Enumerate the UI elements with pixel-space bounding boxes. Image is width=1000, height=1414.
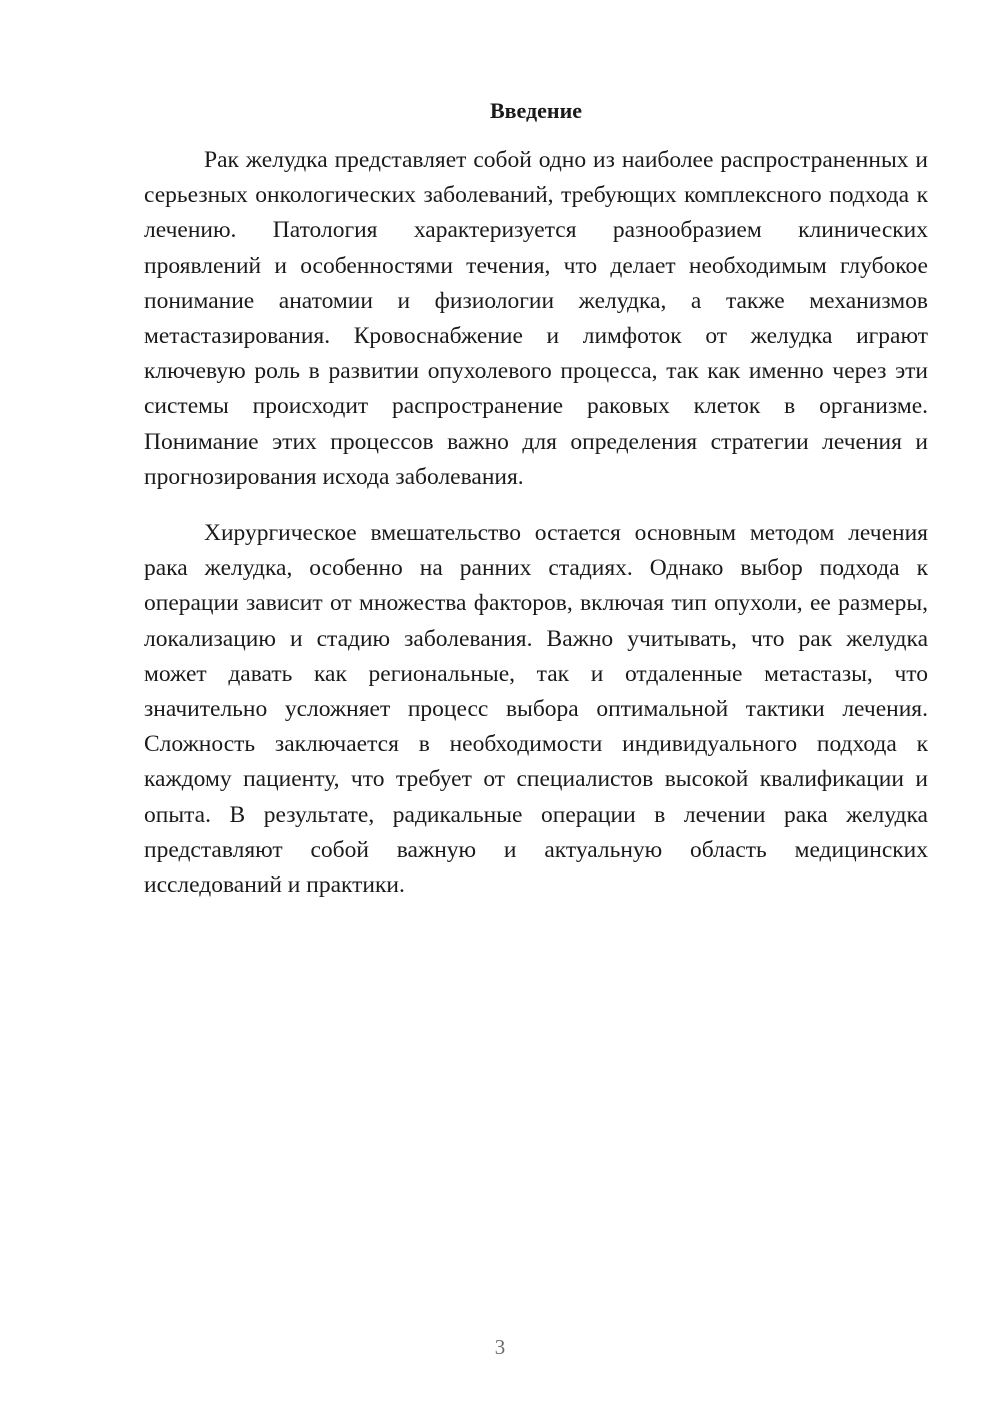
section-title: Введение [489, 98, 583, 123]
paragraph-2: Хирургическое вмешательство остается основным методом лечения рака желудка, особенно на ранних стадиях. Однако выбор подхода к операции зависит от множества факторов, включая тип опухоли, ее размеры, локализацию и стадию заболевания. Важно учитывать, что рак желудка может давать как региональные, так и отдаленные метастазы, что значительно усложняет процесс выбора оптимальной тактики лечения. Сложность заключается в необходимости индивидуального подхода к каждому пациенту, что требует от специалистов высокой квалификации и опыта. В результате, радикальные операции в лечении рака желудка представляют собой важную и актуальную область медицинских исследований и практики. [144, 520, 928, 899]
page-body [144, 95, 928, 903]
paragraph-1: Рак желудка представляет собой одно из наиболее распространенных и серьезных онкологических заболеваний, требующих комплексного подхода к лечению. Патология характеризуется разнообразием клинических проявлений и особенностями течения, что делает необходимым глубокое понимание анатомии и физиологии желудка, а также механизмов метастазирования. Кровоснабжение и лимфоток от желудка играют ключевую роль в развитии опухолевого процесса, так как именно через эти системы происходит распространение раковых клеток в организме. Понимание этих процессов важно для определения стратегии лечения и прогнозирования исхода заболевания. [144, 147, 928, 490]
page-number: 3 [494, 1335, 506, 1359]
